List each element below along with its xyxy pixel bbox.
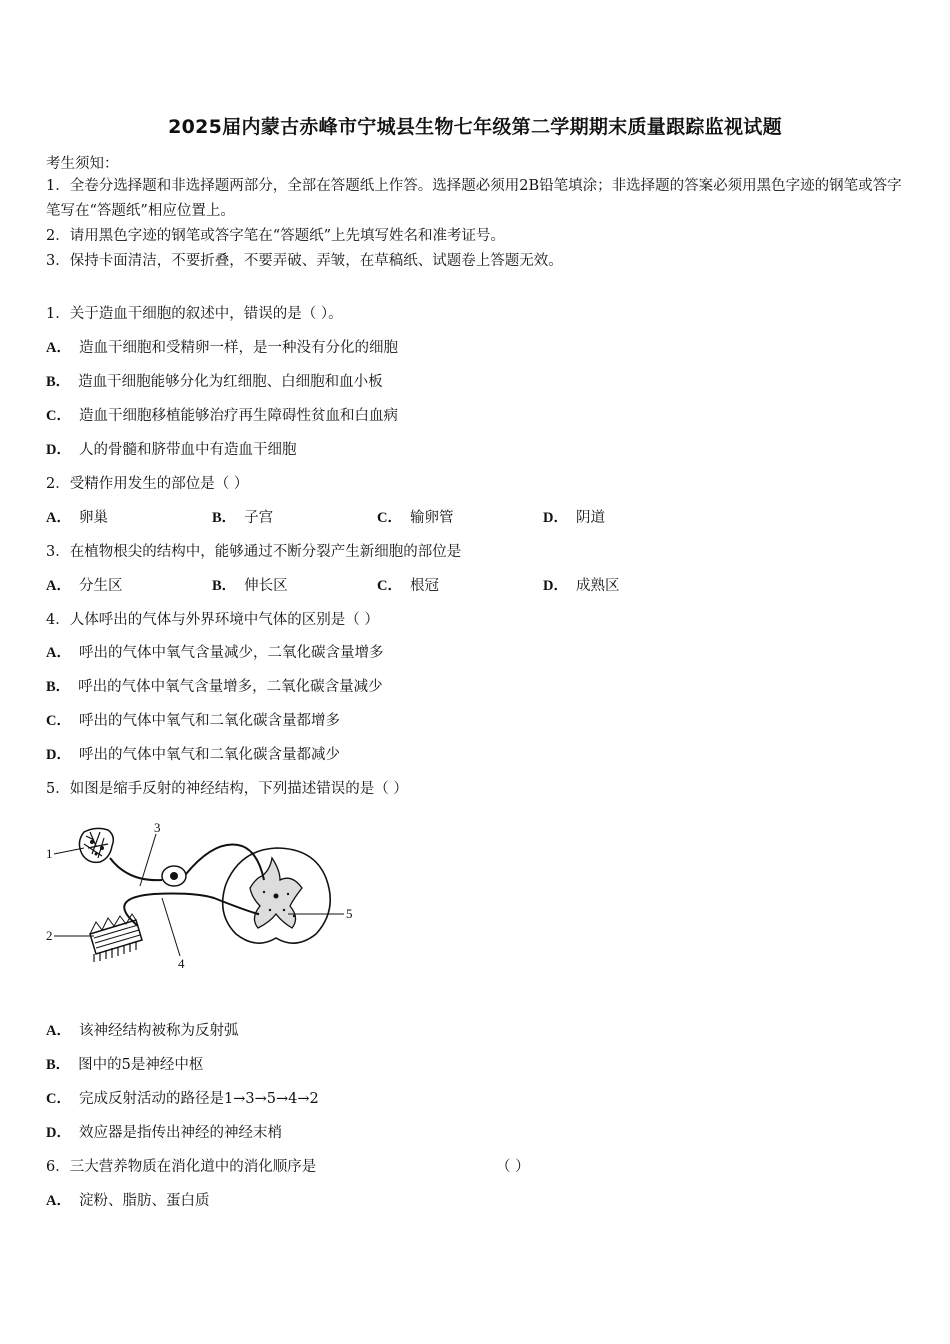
option-text: 该神经结构被称为反射弧: [78, 1023, 239, 1039]
question-5-option-c[interactable]: [46, 1087, 319, 1108]
option-letter: A．: [46, 1193, 71, 1209]
question-6-option-a[interactable]: [46, 1189, 209, 1210]
question-4-stem: 4．人体呼出的气体与外界环境中气体的区别是（ ）: [46, 612, 379, 628]
option-text: 伸长区: [244, 578, 288, 594]
option-text: 根冠: [409, 578, 439, 594]
question-5-option-a[interactable]: [46, 1019, 238, 1040]
question-1-option-c[interactable]: [46, 404, 398, 425]
option-letter: B．: [46, 1057, 71, 1073]
figure-label-2: 2: [46, 928, 53, 943]
question-4-option-c[interactable]: [46, 709, 340, 730]
question-4-option-d[interactable]: [46, 743, 340, 764]
figure-label-3: 3: [154, 820, 161, 835]
figure-label-5: 5: [346, 906, 353, 921]
option-letter: B．: [212, 510, 237, 526]
notice-item: 3．保持卡面清洁，不要折叠，不要弄破、弄皱，在草稿纸、试题卷上答题无效。: [46, 253, 563, 269]
option-text: 完成反射活动的路径是1→3→5→4→2: [78, 1091, 319, 1107]
figure-label-4: 4: [178, 956, 185, 971]
question-6-stem: 6．三大营养物质在消化道中的消化顺序是: [46, 1159, 317, 1175]
option-letter: A．: [46, 578, 71, 594]
question-5-option-b[interactable]: [46, 1053, 203, 1074]
question-1-option-a[interactable]: [46, 336, 398, 357]
option-text: 分生区: [78, 578, 123, 594]
option-letter: D．: [543, 510, 568, 526]
option-text: 输卵管: [409, 510, 454, 526]
question-4-option-b[interactable]: [46, 675, 383, 696]
notice-heading: 考生须知：: [46, 156, 119, 172]
option-text: 呼出的气体中氧气和二氧化碳含量都减少: [78, 747, 340, 763]
question-1-option-d[interactable]: [46, 438, 296, 459]
option-letter: B．: [46, 679, 71, 695]
option-letter: D．: [46, 442, 71, 458]
option-letter: A．: [46, 510, 71, 526]
option-text: 造血干细胞移植能够治疗再生障碍性贫血和白血病: [78, 408, 398, 424]
question-2-stem: 2．受精作用发生的部位是（ ）: [46, 476, 249, 492]
question-2-option-d[interactable]: [543, 506, 605, 527]
option-letter: B．: [212, 578, 237, 594]
page-title: 2025届内蒙古赤峰市宁城县生物七年级第二学期期末质量跟踪监视试题: [168, 116, 782, 138]
question-1-stem: 1．关于造血干细胞的叙述中，错误的是（ ）。: [46, 306, 343, 322]
option-letter: C．: [46, 408, 71, 424]
option-text: 呼出的气体中氧气含量增多，二氧化碳含量减少: [78, 679, 383, 695]
receptor-skin: [79, 828, 113, 862]
option-text: 人的骨髓和脐带血中有造血干细胞: [78, 442, 297, 458]
spinal-cord: [223, 848, 331, 943]
effector-muscle: [90, 914, 142, 962]
question-2-option-b[interactable]: [212, 506, 273, 527]
option-letter: D．: [46, 1125, 71, 1141]
option-text: 造血干细胞能够分化为红细胞、白细胞和血小板: [78, 374, 383, 390]
option-letter: C．: [46, 1091, 71, 1107]
notice-item: 2．请用黑色字迹的钢笔或答字笔在“答题纸”上先填写姓名和准考证号。: [46, 228, 506, 244]
question-2-option-c[interactable]: [377, 506, 453, 527]
question-4-option-a[interactable]: [46, 641, 383, 662]
question-1-option-b[interactable]: [46, 370, 383, 391]
option-text: 淀粉、脂肪、蛋白质: [78, 1193, 210, 1209]
question-5-stem: 5．如图是缩手反射的神经结构，下列描述错误的是（ ）: [46, 781, 408, 797]
option-letter: C．: [377, 578, 402, 594]
option-letter: B．: [46, 374, 71, 390]
option-text: 效应器是指传出神经的神经末梢: [78, 1125, 282, 1141]
question-3-option-a[interactable]: [46, 574, 122, 595]
option-text: 卵巢: [78, 510, 108, 526]
option-letter: A．: [46, 1023, 71, 1039]
option-text: 图中的5是神经中枢: [78, 1057, 204, 1073]
notice-item: 1．全卷分选择题和非选择题两部分，全部在答题纸上作答。选择题必须用2B铅笔填涂；非选择题的答案必须用黑色字迹的钢笔或答字笔写在“答题纸”相应位置上。: [46, 178, 902, 219]
question-3-option-b[interactable]: [212, 574, 288, 595]
question-3-stem: 3．在植物根尖的结构中，能够通过不断分裂产生新细胞的部位是: [46, 544, 462, 560]
question-6-answer-blank: （ ）: [496, 1159, 530, 1175]
question-3-option-d[interactable]: [543, 574, 619, 595]
option-letter: D．: [543, 578, 568, 594]
option-letter: C．: [377, 510, 402, 526]
option-text: 阴道: [575, 510, 605, 526]
question-2-option-a[interactable]: [46, 506, 108, 527]
option-text: 子宫: [244, 510, 274, 526]
question-3-option-c[interactable]: [377, 574, 439, 595]
option-text: 呼出的气体中氧气和二氧化碳含量都增多: [78, 713, 340, 729]
option-text: 成熟区: [575, 578, 620, 594]
option-text: 造血干细胞和受精卵一样，是一种没有分化的细胞: [78, 340, 398, 356]
figure-label-1: 1: [46, 846, 53, 861]
reflex-arc-figure: [44, 818, 364, 978]
question-5-option-d[interactable]: [46, 1121, 282, 1142]
option-letter: D．: [46, 747, 71, 763]
option-letter: C．: [46, 713, 71, 729]
option-letter: A．: [46, 645, 71, 661]
option-letter: A．: [46, 340, 71, 356]
option-text: 呼出的气体中氧气含量减少，二氧化碳含量增多: [78, 645, 384, 661]
